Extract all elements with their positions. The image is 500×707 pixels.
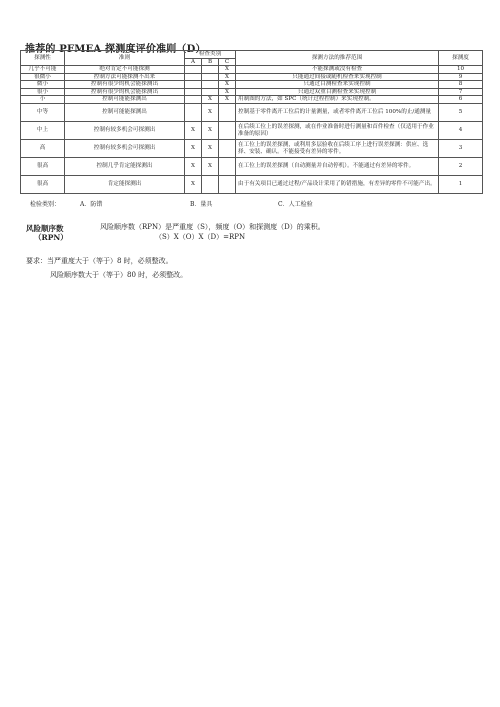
row-method: 在后续工位上的误差探测，或在作业准备时进行测量和首件检查（仅适用于作业准备的原因） [236, 122, 439, 140]
row-type-b [202, 88, 219, 95]
row-type-a: X [185, 176, 202, 194]
row-type-a: X [185, 122, 202, 140]
row-type-c: X [219, 73, 236, 80]
row-type-c: X [219, 96, 236, 104]
row-level: 小 [21, 96, 65, 104]
table-row [21, 96, 483, 104]
row-level: 中上 [21, 122, 65, 140]
row-level: 高 [21, 140, 65, 158]
row-type-b [202, 176, 219, 194]
row-degree: 6 [439, 96, 483, 104]
row-type-b: X [202, 158, 219, 176]
header-criteria: 准则 [65, 51, 185, 66]
row-criterion: 控制有很少的机会能探测出 [65, 88, 185, 95]
row-type-a [185, 73, 202, 80]
row-level: 几乎不可能 [21, 66, 65, 73]
row-method: 只通过目测检查来实现控制 [236, 81, 439, 88]
row-criterion: 肯定能探测出 [65, 176, 185, 194]
rpn-heading [26, 224, 68, 242]
requirement-severity: 要求：当严重度大于（等于）8 时，必须整改。 [26, 257, 173, 265]
row-type-b: X [202, 140, 219, 158]
row-method: 不能探测或没有检查 [236, 66, 439, 73]
table-row [21, 104, 483, 122]
legend-type-a: A．防错 [80, 201, 103, 208]
row-type-c [219, 122, 236, 140]
rpn-heading-line2: （RPN） [34, 233, 68, 242]
header-detectability: 探测性 [21, 51, 65, 66]
table-row [21, 66, 483, 73]
row-level: 中等 [21, 104, 65, 122]
row-criterion: 控制有较多机会可探测出 [65, 140, 185, 158]
header-type-a: A [185, 59, 202, 66]
row-method: 在工位上的误差探测（自动测量并自动停机）。不能通过有差异的零件。 [236, 158, 439, 176]
row-type-a [185, 88, 202, 95]
header-type-b: B [202, 59, 219, 66]
row-method: 在工位上的误差探测，或利用多层验收在后续工序上进行误差探测：供应、选择、安装、确认。不能接受有差异的零件。 [236, 140, 439, 158]
row-degree: 4 [439, 122, 483, 140]
rpn-formula: （S）X（O）X（D）=RPN [155, 233, 246, 241]
row-type-c [219, 140, 236, 158]
row-type-c: X [219, 66, 236, 73]
row-type-b: X [202, 96, 219, 104]
rpn-heading-line1: 风险顺序数 [26, 224, 64, 233]
row-type-c: X [219, 81, 236, 88]
table-row [21, 176, 483, 194]
row-type-a [185, 81, 202, 88]
row-degree: 9 [439, 73, 483, 80]
row-level: 很微小 [21, 73, 65, 80]
row-degree: 10 [439, 66, 483, 73]
row-degree: 8 [439, 81, 483, 88]
header-inspection-type: 检查类别 [185, 51, 236, 59]
rpn-definition: 风险顺序数（RPN）是严重度（S），频度（O）和探测度（D）的乘积。 [100, 223, 325, 231]
table-row [21, 140, 483, 158]
header-degree: 探测度 [439, 51, 483, 66]
row-type-b [202, 73, 219, 80]
row-method: 只通过双重目测检查来实现控制 [236, 88, 439, 95]
page-title: 推荐的 PFMEA 探测度评价准则（D） [25, 44, 206, 55]
row-criterion: 控制可能能探测出 [65, 104, 185, 122]
table-row [21, 122, 483, 140]
row-type-a [185, 104, 202, 122]
row-method: 由于有关项目已通过过程/产品设计采用了防错措施，有差异的零件不可能产出。 [236, 176, 439, 194]
row-criterion: 控制有较多机会可探测出 [65, 122, 185, 140]
row-method: 用制图的方法，如 SPC（统计过程控制）来实现控制。 [236, 96, 439, 104]
row-type-c [219, 158, 236, 176]
legend-type-b: B．量具 [190, 201, 213, 208]
row-criterion: 控制几乎肯定能探测出 [65, 158, 185, 176]
table-row [21, 88, 483, 95]
row-level: 微小 [21, 81, 65, 88]
row-type-a: X [185, 158, 202, 176]
row-method: 只能通过间接或随机检查来实现控制 [236, 73, 439, 80]
header-type-c: C [219, 59, 236, 66]
row-type-a [185, 96, 202, 104]
row-type-c [219, 176, 236, 194]
row-type-a: X [185, 140, 202, 158]
table-row [21, 158, 483, 176]
legend-type-c: C．人工检验 [278, 201, 313, 208]
row-level: 很高 [21, 158, 65, 176]
header-method: 探测方法的推荐范围 [236, 51, 439, 66]
row-degree: 1 [439, 176, 483, 194]
table-row [21, 81, 483, 88]
row-level: 很小 [21, 88, 65, 95]
row-criterion: 控制可能能探测出 [65, 96, 185, 104]
row-degree: 7 [439, 88, 483, 95]
table-row [21, 73, 483, 80]
row-criterion: 控制有很少的机会能探测出 [65, 81, 185, 88]
row-type-c: X [219, 88, 236, 95]
row-type-b: X [202, 122, 219, 140]
row-type-b [202, 66, 219, 73]
row-criterion: 绝对肯定不可能探测 [65, 66, 185, 73]
row-degree: 2 [439, 158, 483, 176]
row-type-c [219, 104, 236, 122]
criteria-table [20, 50, 483, 194]
legend-label: 检验类别： [30, 201, 61, 208]
row-criterion: 控制方法可能探测不出来 [65, 73, 185, 80]
row-level: 很高 [21, 176, 65, 194]
requirement-rpn: 风险顺序数大于（等于）80 时，必须整改。 [50, 271, 188, 279]
row-type-a [185, 66, 202, 73]
row-degree: 3 [439, 140, 483, 158]
row-method: 控制基于零件离开工位后的计量测量，或者零件离开工位后 100%的止/通测量 [236, 104, 439, 122]
row-type-b [202, 81, 219, 88]
row-type-b: X [202, 104, 219, 122]
row-degree: 5 [439, 104, 483, 122]
